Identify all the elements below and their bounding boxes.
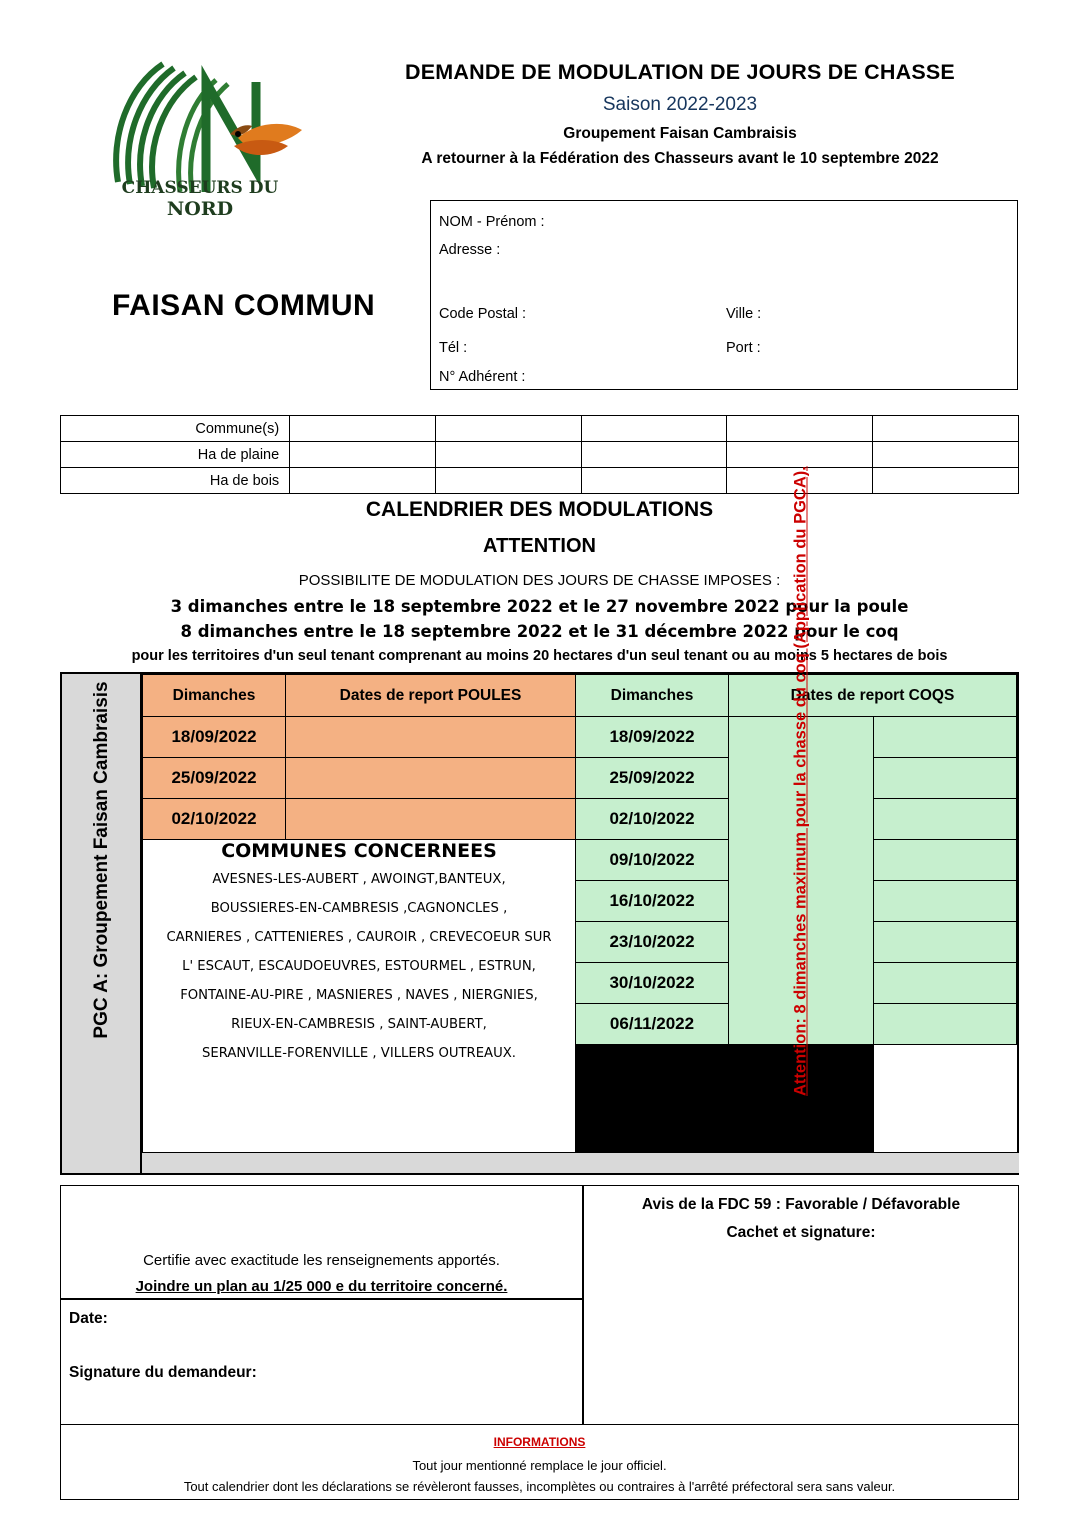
cell-ha-bois-3[interactable] (581, 468, 727, 494)
coq-date-6: 23/10/2022 (576, 922, 729, 963)
coq-date-7: 30/10/2022 (576, 963, 729, 1004)
title-block (330, 60, 1030, 168)
return-notice: A retourner à la Fédération des Chasseurs avant le 10 septembre 2022 (421, 150, 939, 167)
coq-report-7[interactable] (874, 963, 1017, 1004)
declaration-left-divider (61, 1298, 582, 1300)
informations-title: INFORMATIONS (493, 1435, 586, 1449)
coq-report-3[interactable] (874, 799, 1017, 840)
calendar-row (143, 799, 1017, 840)
calendar-title: CALENDRIER DES MODULATIONS (365, 498, 714, 521)
communes-line: CARNIERES , CATTENIERES , CAUROIR , CREVECOEUR SUR (166, 930, 552, 945)
table-row (61, 468, 1019, 494)
coq-report-4[interactable] (874, 840, 1017, 881)
cell-commune-1[interactable] (290, 416, 436, 442)
joindre-plan-text: Joindre un plan au 1/25 000 e du territoire concerné. (135, 1278, 508, 1295)
cell-ha-bois-2[interactable] (435, 468, 581, 494)
label-tel: Tél : (439, 340, 468, 356)
calendar-row (143, 840, 1017, 881)
poule-report-3[interactable] (286, 799, 576, 840)
filler-black-3 (576, 1086, 729, 1127)
document-season: Saison 2022-2023 (602, 94, 758, 115)
pgc-side-label: PGC A: Groupement Faisan Cambraisis (91, 681, 112, 1039)
calendar-row (143, 717, 1017, 758)
cell-commune-4[interactable] (727, 416, 873, 442)
calendar-bottom-strip (142, 1152, 1019, 1173)
label-port: Port : (726, 340, 761, 356)
communes-line: AVESNES-LES-AUBERT , AWOINGT,BANTEUX, (212, 872, 506, 887)
poule-report-1[interactable] (286, 717, 576, 758)
signature-field-label[interactable]: Signature du demandeur: (69, 1364, 257, 1381)
calendar-row (143, 758, 1017, 799)
territory-note: pour les territoires d'un seul tenant comprenant au moins 20 hectares d'un seul tenant ou au moins 5 hectares de bois (131, 648, 948, 664)
rule-poule: 3 dimanches entre le 18 septembre 2022 et le 27 novembre 2022 pour la poule (170, 597, 909, 616)
cell-commune-2[interactable] (435, 416, 581, 442)
date-field-label[interactable]: Date: (69, 1310, 108, 1327)
poule-report-2[interactable] (286, 758, 576, 799)
cell-commune-5[interactable] (873, 416, 1019, 442)
svg-text:NORD: NORD (166, 198, 234, 217)
svg-text:CHASSEURS DU: CHASSEURS DU (121, 178, 279, 198)
cell-commune-3[interactable] (581, 416, 727, 442)
pgc-side-column (62, 674, 142, 1173)
identity-box (430, 200, 1018, 390)
label-adherent: N° Adhérent : (439, 369, 526, 385)
table-row (61, 442, 1019, 468)
communes-line: L' ESCAUT, ESCAUDOEUVRES, ESTOURMEL , ESTRUN, (182, 959, 536, 974)
row-label-ha-plaine: Ha de plaine (61, 442, 290, 468)
document-title: DEMANDE DE MODULATION DE JOURS DE CHASSE (405, 60, 955, 84)
communes-line: SERANVILLE-FORENVILLE , VILLERS OUTREAUX. (202, 1046, 516, 1061)
communes-title: COMMUNES CONCERNEES (221, 840, 497, 862)
chasseurs-du-nord-logo (88, 42, 313, 217)
coq-warning-text: Attention: 8 dimanches maximum pour la chasse du coq (Application du PGCA). (791, 465, 810, 1096)
communes-concernees-cell (143, 840, 576, 1168)
declaration-box (60, 1185, 1019, 1425)
avis-fdc-label: Avis de la FDC 59 : Favorable / Défavorable (641, 1196, 961, 1213)
certifie-text: Certifie avec exactitude les renseignements apportés. (143, 1252, 500, 1269)
calendar-possibility: POSSIBILITE DE MODULATION DES JOURS DE CHASSE IMPOSES : (298, 572, 781, 589)
cell-ha-plaine-2[interactable] (435, 442, 581, 468)
coq-date-4: 09/10/2022 (576, 840, 729, 881)
coq-date-2: 25/09/2022 (576, 758, 729, 799)
poule-date-1: 18/09/2022 (143, 717, 286, 758)
calendar-attention: ATTENTION (483, 535, 596, 557)
communes-line: BOUSSIERES-EN-CAMBRESIS ,CAGNONCLES , (210, 901, 508, 916)
coq-report-1[interactable] (874, 717, 1017, 758)
coq-date-3: 02/10/2022 (576, 799, 729, 840)
filler-black-1 (576, 1045, 729, 1086)
label-code-postal: Code Postal : (439, 306, 527, 322)
label-adresse: Adresse : (439, 242, 501, 258)
informations-line-2: Tout calendrier dont les déclarations se révèleront fausses, incomplètes ou contraires à l'arrêté préfectoral sera sans valeur. (183, 1479, 896, 1494)
coq-report-8[interactable] (874, 1004, 1017, 1045)
row-label-ha-bois: Ha de bois (61, 468, 290, 494)
header-dimanches-poules: Dimanches (143, 675, 286, 717)
informations-box (60, 1424, 1019, 1500)
cachet-signature-label: Cachet et signature: (726, 1224, 876, 1241)
label-ville: Ville : (726, 306, 762, 322)
header-report-coqs: Dates de report COQS (729, 675, 1017, 717)
label-nom-prenom: NOM - Prénom : (439, 214, 545, 230)
informations-line-1: Tout jour mentionné remplace le jour officiel. (412, 1458, 667, 1473)
header-dimanches-coqs: Dimanches (576, 675, 729, 717)
commune-surface-table (60, 415, 1019, 494)
communes-line: FONTAINE-AU-PIRE , MASNIERES , NAVES , NIERGNIES, (180, 988, 538, 1003)
cell-ha-bois-5[interactable] (873, 468, 1019, 494)
coq-report-5[interactable] (874, 881, 1017, 922)
coq-date-8: 06/11/2022 (576, 1004, 729, 1045)
poule-date-2: 25/09/2022 (143, 758, 286, 799)
coq-report-6[interactable] (874, 922, 1017, 963)
cell-ha-bois-1[interactable] (290, 468, 436, 494)
table-row (61, 416, 1019, 442)
document-group: Groupement Faisan Cambraisis (563, 125, 797, 142)
header-report-poules: Dates de report POULES (286, 675, 576, 717)
species-title: FAISAN COMMUN (112, 289, 376, 322)
communes-line: RIEUX-EN-CAMBRESIS , SAINT-AUBERT, (231, 1017, 487, 1032)
cell-ha-plaine-1[interactable] (290, 442, 436, 468)
calendar-header-row (143, 675, 1017, 717)
cell-ha-plaine-4[interactable] (727, 442, 873, 468)
cell-ha-plaine-5[interactable] (873, 442, 1019, 468)
cell-ha-plaine-3[interactable] (581, 442, 727, 468)
coq-date-5: 16/10/2022 (576, 881, 729, 922)
rule-coq: 8 dimanches entre le 18 septembre 2022 et le 31 décembre 2022 pour le coq (180, 622, 899, 641)
row-label-communes: Commune(s) (61, 416, 290, 442)
document-header (0, 42, 1079, 217)
coq-report-2[interactable] (874, 758, 1017, 799)
poule-date-3: 02/10/2022 (143, 799, 286, 840)
declaration-divider (582, 1186, 584, 1424)
coq-date-1: 18/09/2022 (576, 717, 729, 758)
